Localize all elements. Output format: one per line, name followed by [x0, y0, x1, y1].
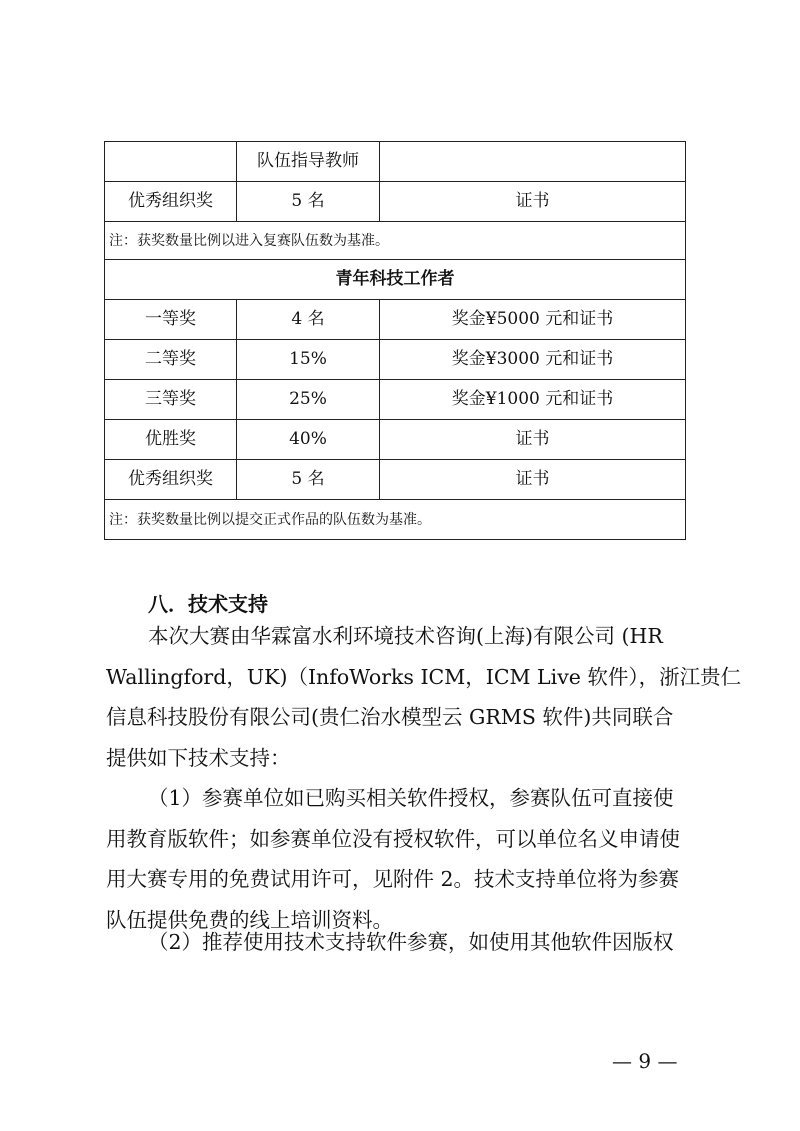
table-cell: 4 名 [237, 300, 380, 340]
section-title-row [105, 260, 686, 300]
table-cell: 优秀组织奖 [105, 460, 237, 500]
table-cell: 三等奖 [105, 380, 237, 420]
table-cell: 5 名 [237, 182, 380, 222]
text-line: 提供如下技术支持： [106, 745, 291, 770]
table-cell [380, 142, 686, 182]
table-cell: 15% [237, 340, 380, 380]
text-line: （2）推荐使用技术支持软件参赛，如使用其他软件因版权 [148, 930, 674, 954]
table-cell: 40% [237, 420, 380, 460]
table-cell: 奖金¥3000 元和证书 [380, 340, 686, 380]
table-note: 注：获奖数量比例以进入复赛队伍数为基准。 [105, 222, 686, 260]
page-number: — 9 — [612, 1049, 678, 1073]
table-cell: 证书 [380, 420, 686, 460]
table-row [105, 142, 686, 182]
table-row [105, 420, 686, 460]
table-note-row [105, 222, 686, 260]
table-cell: 奖金¥5000 元和证书 [380, 300, 686, 340]
text-line: 用教育版软件；如参赛单位没有授权软件，可以单位名义申请使 [106, 826, 680, 851]
paragraph-tech-support [106, 616, 742, 778]
text-line: Wallingford，UK)（InfoWorks ICM，ICM Live 软件），浙江贵仁 [106, 664, 742, 689]
paragraph-item-2 [106, 922, 688, 963]
text-line: （1）参赛单位如已购买相关软件授权，参赛队伍可直接使 [148, 786, 674, 810]
table-cell: 证书 [380, 460, 686, 500]
table-cell: 优秀组织奖 [105, 182, 237, 222]
table-row [105, 340, 686, 380]
section-heading: 八．技术支持 [148, 592, 268, 616]
table-cell: 25% [237, 380, 380, 420]
text-line: 用大赛专用的免费试用许可，见附件 2。技术支持单位将为参赛 [106, 867, 680, 891]
paragraph-item-1 [106, 778, 688, 940]
text-line: 信息科技股份有限公司(贵仁治水模型云 GRMS 软件)共同联合 [106, 705, 674, 729]
table-row [105, 460, 686, 500]
text-line: 本次大赛由华霖富水利环境技术咨询(上海)有限公司 (HR [148, 624, 663, 648]
table-cell: 奖金¥1000 元和证书 [380, 380, 686, 420]
text-line: 队伍提供免费的线上培训资料。 [106, 907, 393, 932]
table-cell: 证书 [380, 182, 686, 222]
table-cell: 优胜奖 [105, 420, 237, 460]
table-cell: 5 名 [237, 460, 380, 500]
award-table [104, 141, 686, 540]
table-cell: 二等奖 [105, 340, 237, 380]
table-cell: 一等奖 [105, 300, 237, 340]
table-cell: 队伍指导教师 [237, 142, 380, 182]
table-note-row [105, 500, 686, 540]
table-row [105, 380, 686, 420]
table-row [105, 300, 686, 340]
table-cell [105, 142, 237, 182]
table-note: 注：获奖数量比例以提交正式作品的队伍数为基准。 [105, 500, 686, 540]
table-row [105, 182, 686, 222]
table-section-title: 青年科技工作者 [105, 260, 686, 300]
